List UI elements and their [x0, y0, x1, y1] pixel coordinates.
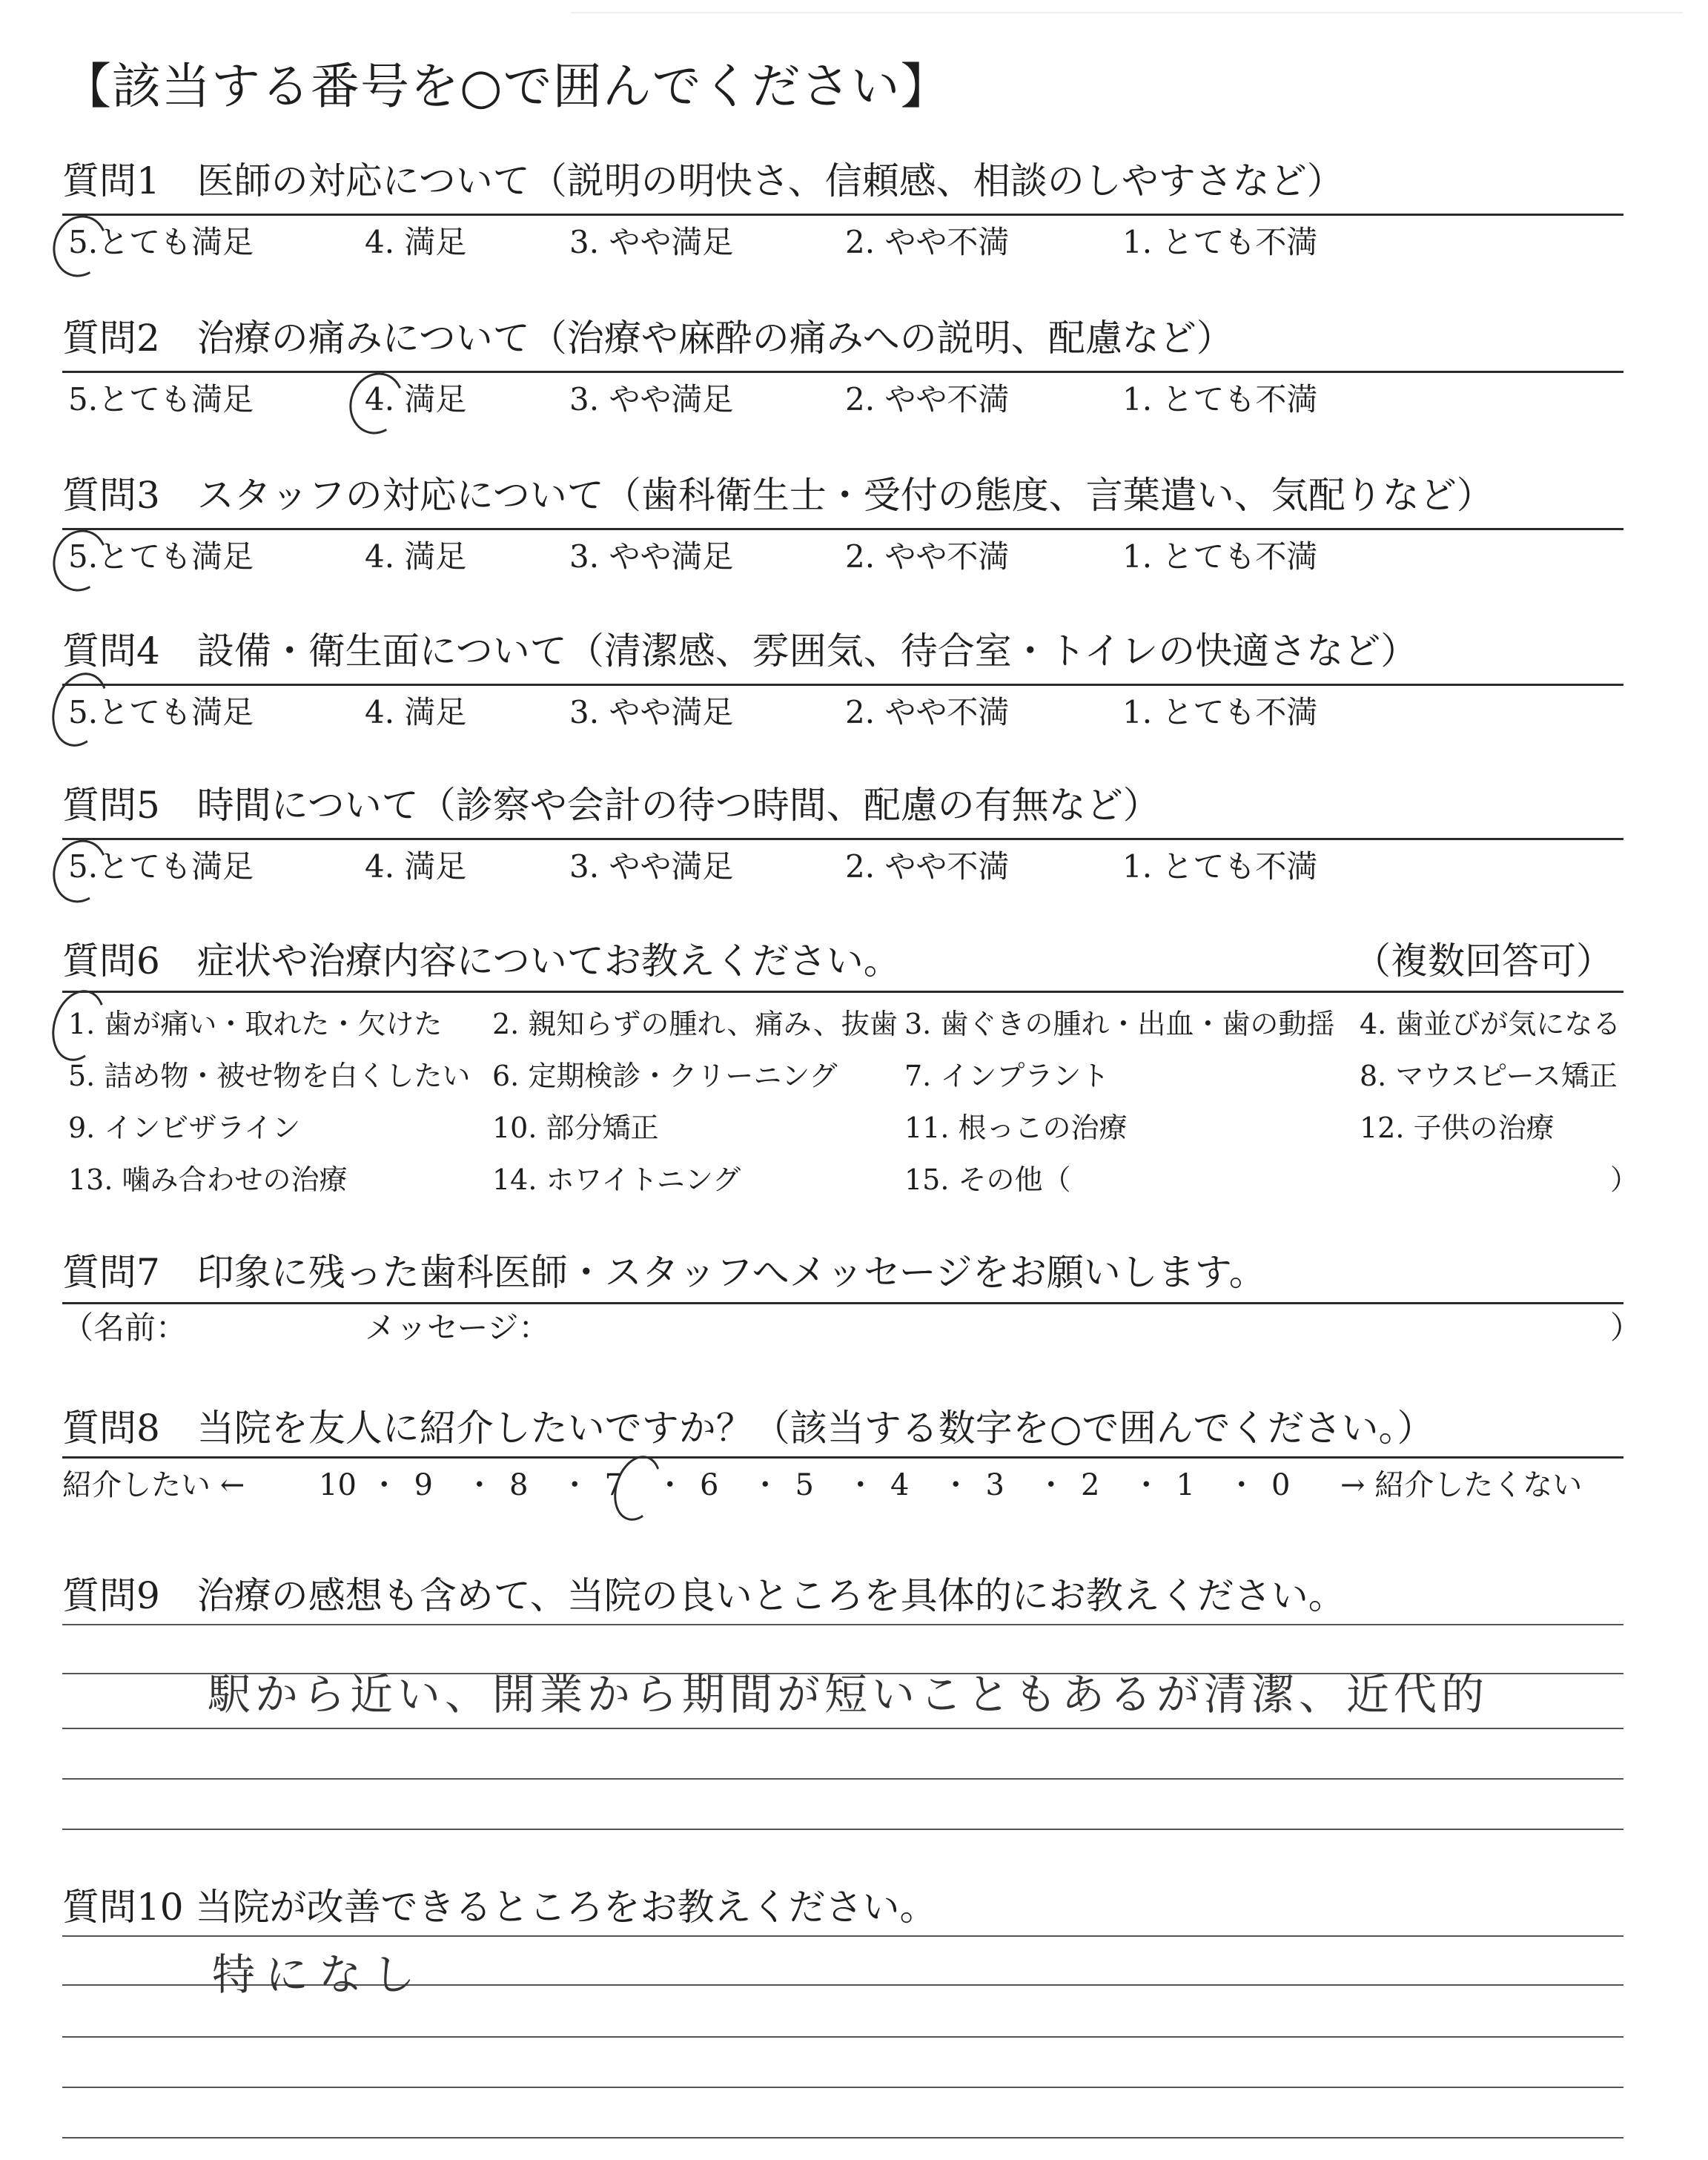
q1-answer-circle [45, 208, 115, 284]
q6-option-6[interactable]: 6. 定期検診・クリーニング [492, 1060, 838, 1092]
q8-scale-separator: ・ [1131, 1468, 1162, 1502]
q7-name-label: （名前： [62, 1309, 188, 1346]
q6-option-10[interactable]: 10. 部分矯正 [492, 1112, 659, 1144]
q4-option-5[interactable]: 5.とても満足 [68, 694, 254, 730]
q8-scale-value-10[interactable]: 10 [319, 1468, 357, 1502]
question-3-rule [62, 528, 1623, 530]
q1-option-4[interactable]: 4. 満足 [365, 224, 467, 260]
question-7-title: 質問7 印象に残った歯科医師・スタッフへメッセージをお願いします。 [62, 1251, 1266, 1294]
q8-scale-value-1[interactable]: 1 [1176, 1468, 1195, 1502]
question-5-rule [62, 838, 1623, 840]
q6-option-5[interactable]: 5. 詰め物・被せ物を白くしたい [68, 1060, 471, 1092]
q9-line-5 [62, 1829, 1623, 1830]
q8-scale-separator: ・ [560, 1468, 590, 1502]
q3-option-5[interactable]: 5.とても満足 [68, 538, 254, 575]
q8-scale-value-4[interactable]: 4 [890, 1468, 910, 1502]
q2-option-4[interactable]: 4. 満足 [365, 381, 467, 417]
q7-message-label: メッセージ： [365, 1309, 550, 1346]
q6-other-close-paren: ） [1610, 1163, 1639, 1196]
q8-answer-circle [606, 1450, 669, 1527]
q6-option-14[interactable]: 14. ホワイトニング [492, 1163, 741, 1196]
q5-option-5[interactable]: 5.とても満足 [68, 848, 254, 885]
q6-option-2[interactable]: 2. 親知らずの腫れ、痛み、抜歯 [492, 1008, 898, 1040]
q6-option-15[interactable]: 15. その他（ [904, 1163, 1071, 1196]
question-1-rule [62, 214, 1623, 216]
question-6-title: 質問6 症状や治療内容についてお教えください。 [62, 939, 901, 982]
q8-scale-separator: ・ [1036, 1468, 1066, 1502]
q8-scale-separator: ・ [750, 1468, 781, 1502]
q8-scale-value-9[interactable]: 9 [414, 1468, 433, 1502]
q1-option-2[interactable]: 2. やや不満 [845, 224, 1010, 260]
q7-close-paren: ） [1610, 1309, 1642, 1346]
q8-scale-value-3[interactable]: 3 [985, 1468, 1004, 1502]
q6-answer-circle [44, 983, 114, 1068]
form-header: 【該当する番号を○で囲んでください】 [62, 58, 950, 115]
q6-option-4[interactable]: 4. 歯並びが気になる [1360, 1008, 1621, 1040]
q9-handwritten-answer: 駅から近い、開業から期間が短いこともあるが清潔、近代的 [208, 1669, 1489, 1720]
q2-answer-circle [342, 366, 411, 441]
q6-option-8[interactable]: 8. マウスピース矯正 [1360, 1060, 1618, 1092]
question-2-rule [62, 371, 1623, 373]
q6-option-13[interactable]: 13. 噛み合わせの治療 [68, 1163, 348, 1196]
q10-line-1 [62, 1935, 1623, 1937]
q10-line-5 [62, 2137, 1623, 2138]
q3-option-4[interactable]: 4. 満足 [365, 538, 467, 575]
q2-option-5[interactable]: 5.とても満足 [68, 381, 254, 417]
q1-option-5[interactable]: 5.とても満足 [68, 224, 254, 260]
q8-left-label: 紹介したい ← [62, 1468, 245, 1502]
question-9-title: 質問9 治療の感想も含めて、当院の良いところを具体的にお教えください。 [62, 1574, 1345, 1617]
question-8-title: 質問8 当院を友人に紹介したいですか？（該当する数字を○で囲んでください。） [62, 1407, 1434, 1450]
q3-option-1[interactable]: 1. とても不満 [1122, 538, 1318, 575]
question-10-title: 質問10 当院が改善できるところをお教えください。 [62, 1886, 937, 1929]
q5-option-4[interactable]: 4. 満足 [365, 848, 467, 885]
q2-option-1[interactable]: 1. とても不満 [1122, 381, 1318, 417]
q8-scale-separator: ・ [941, 1468, 971, 1502]
q8-scale-value-0[interactable]: 0 [1271, 1468, 1291, 1502]
question-1-title: 質問1 医師の対応について（説明の明快さ、信頼感、相談のしやすさなど） [62, 159, 1344, 202]
q8-right-label: → 紹介したくない [1340, 1468, 1583, 1502]
q10-line-4 [62, 2087, 1623, 2088]
q6-option-1[interactable]: 1. 歯が痛い・取れた・欠けた [68, 1008, 443, 1040]
q3-option-3[interactable]: 3. やや満足 [569, 538, 734, 575]
q3-option-2[interactable]: 2. やや不満 [845, 538, 1010, 575]
q4-answer-circle [43, 665, 117, 753]
q5-option-1[interactable]: 1. とても不満 [1122, 848, 1318, 885]
q4-option-3[interactable]: 3. やや満足 [569, 694, 734, 730]
q6-option-7[interactable]: 7. インプラント [904, 1060, 1110, 1092]
q8-scale-separator: ・ [655, 1468, 685, 1502]
q9-line-1 [62, 1624, 1623, 1625]
q4-option-2[interactable]: 2. やや不満 [845, 694, 1010, 730]
scan-edge-line [571, 12, 1683, 13]
q8-scale-value-6[interactable]: 6 [700, 1468, 719, 1502]
question-4-title: 質問4 設備・衛生面について（清潔感、雰囲気、待合室・トイレの快適さなど） [62, 630, 1418, 673]
q6-option-11[interactable]: 11. 根っこの治療 [904, 1112, 1128, 1144]
q9-line-3 [62, 1728, 1623, 1729]
q8-scale-separator: ・ [464, 1468, 494, 1502]
question-3-title: 質問3 スタッフの対応について（歯科衛生士・受付の態度、言葉遣い、気配りなど） [62, 474, 1494, 517]
question-7-rule [62, 1302, 1623, 1304]
q2-option-3[interactable]: 3. やや満足 [569, 381, 734, 417]
q6-option-9[interactable]: 9. インビザライン [68, 1112, 301, 1144]
q8-scale-separator: ・ [1226, 1468, 1257, 1502]
q4-option-1[interactable]: 1. とても不満 [1122, 694, 1318, 730]
question-4-rule [62, 684, 1623, 686]
q5-option-3[interactable]: 3. やや満足 [569, 848, 734, 885]
q4-option-4[interactable]: 4. 満足 [365, 694, 467, 730]
q2-option-2[interactable]: 2. やや不満 [845, 381, 1010, 417]
question-6-rule [62, 991, 1623, 993]
q10-line-3 [62, 2036, 1623, 2038]
q3-answer-circle [45, 523, 115, 598]
q8-scale-value-5[interactable]: 5 [795, 1468, 814, 1502]
question-2-title: 質問2 治療の痛みについて（治療や麻酔の痛みへの説明、配慮など） [62, 317, 1234, 360]
q5-option-2[interactable]: 2. やや不満 [845, 848, 1010, 885]
q8-scale-value-2[interactable]: 2 [1081, 1468, 1100, 1502]
q8-scale-value-7[interactable]: 7 [604, 1468, 623, 1502]
question-8-rule [62, 1456, 1623, 1459]
q6-option-3[interactable]: 3. 歯ぐきの腫れ・出血・歯の動揺 [904, 1008, 1335, 1040]
q1-option-1[interactable]: 1. とても不満 [1122, 224, 1318, 260]
q9-line-4 [62, 1778, 1623, 1780]
q8-scale-separator: ・ [845, 1468, 875, 1502]
q8-scale-separator: ・ [369, 1468, 400, 1502]
q10-handwritten-answer: 特になし [212, 1949, 426, 2000]
q8-scale-value-8[interactable]: 8 [509, 1468, 529, 1502]
question-5-title: 質問5 時間について（診察や会計の待つ時間、配慮の有無など） [62, 784, 1160, 827]
q1-option-3[interactable]: 3. やや満足 [569, 224, 734, 260]
q5-answer-circle [44, 833, 115, 910]
q6-option-12[interactable]: 12. 子供の治療 [1360, 1112, 1555, 1144]
question-6-note: （複数回答可） [1354, 939, 1613, 982]
